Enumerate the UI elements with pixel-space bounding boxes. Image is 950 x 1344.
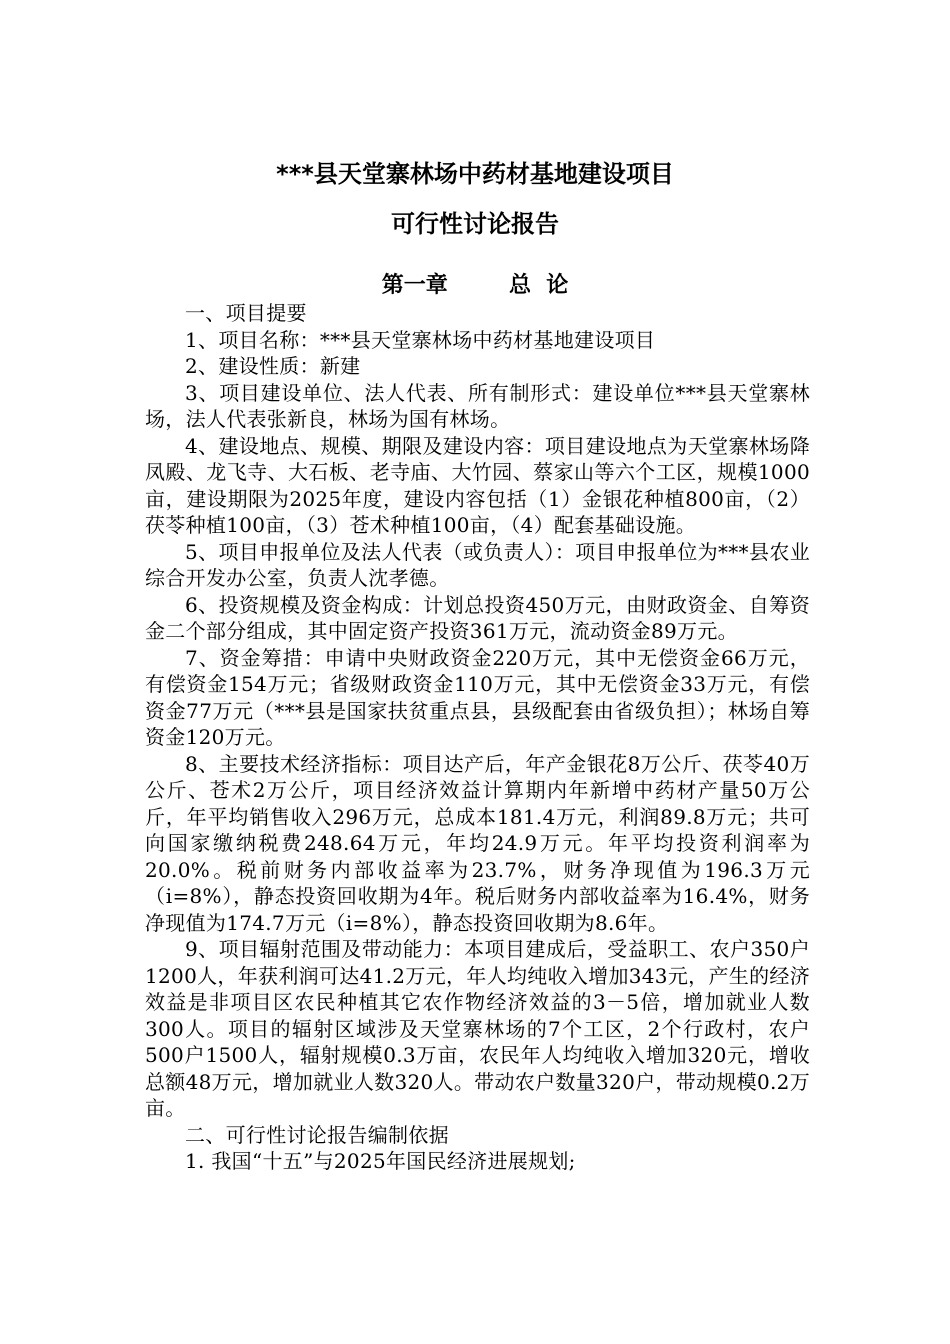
- body-text: [145, 300, 810, 1175]
- paragraph-economic-indicators: 8、主要技术经济指标：项目达产后，年产金银花8万公斤、茯苓40万公斤、苍术2万公斤，项目经济效益计算期内年新增中药材产量50万公斤，年平均销售收入296万元，总成本181.4万元，利润89.8万元；共可向国家缴纳税费248.64万元，年均24.9万元。年平均投资利润率为20.0%。税前财务内部收益率为23.7%，财务净现值为196.3万元（i=8%），静态投资回收期为4年。税后财务内部收益率为16.4%，财务净现值为174.7万元（i=8%），静态投资回收期为8.6年。: [145, 751, 810, 935]
- section-heading-basis: 二、可行性讨论报告编制依据: [185, 1122, 449, 1147]
- document-title: ***县天堂寨林场中药材基地建设项目: [276, 160, 674, 188]
- document-subtitle: 可行性讨论报告: [391, 210, 559, 238]
- paragraph-reporting-unit: 5、项目申报单位及法人代表（或负责人）：项目申报单位为***县农业综合开发办公室，负责人沈孝德。: [145, 539, 810, 590]
- paragraph-construction-unit: 3、项目建设单位、法人代表、所有制形式：建设单位***县天堂寨林场，法人代表张新良，林场为国有林场。: [145, 380, 810, 431]
- chapter-heading: 第一章 总 论: [381, 273, 569, 298]
- paragraph-project-name: 1、项目名称：***县天堂寨林场中药材基地建设项目: [185, 327, 656, 352]
- paragraph-location-scale: 4、建设地点、规模、期限及建设内容：项目建设地点为天堂寨林场降凤殿、龙飞寺、大石板、老寺庙、大竹园、蔡家山等六个工区，规模1000亩，建设期限为2025年度，建设内容包括（1）金银花种植800亩，（2）茯苓种植100亩，（3）苍术种植100亩，（4）配套基础设施。: [145, 433, 810, 537]
- paragraph-construction-nature: 2、建设性质：新建: [185, 354, 361, 378]
- section-heading-project-summary: 一、项目提要: [185, 301, 307, 325]
- paragraph-investment-scale: 6、投资规模及资金构成：计划总投资450万元，由财政资金、自筹资金二个部分组成，其中固定资产投资361万元，流动资金89万元。: [145, 592, 810, 643]
- paragraph-radiation-scope: 9、项目辐射范围及带动能力：本项目建成后，受益职工、农户350户1200人，年获利润可达41.2万元，年人均纯收入增加343元，产生的经济效益是非项目区农民种植其它农作物经济效益的3－5倍，增加就业人数300人。项目的辐射区域涉及天堂寨林场的7个工区，2个行政村，农户500户1500人，辐射规模0.3万亩，农民年人均纯收入增加320元，增收总额48万元，增加就业人数320人。带动农户数量320户，带动规模0.2万亩。: [145, 937, 810, 1120]
- paragraph-basis-item-1: 1. 我国“十五”与2025年国民经济进展规划;: [185, 1149, 576, 1173]
- paragraph-fund-raising: 7、资金筹措：申请中央财政资金220万元，其中无偿资金66万元，有偿资金154万元；省级财政资金110万元，其中无偿资金33万元，有偿资金77万元（***县是国家扶贫重点县，县级配套由省级负担）；林场自筹资金120万元。: [145, 645, 810, 749]
